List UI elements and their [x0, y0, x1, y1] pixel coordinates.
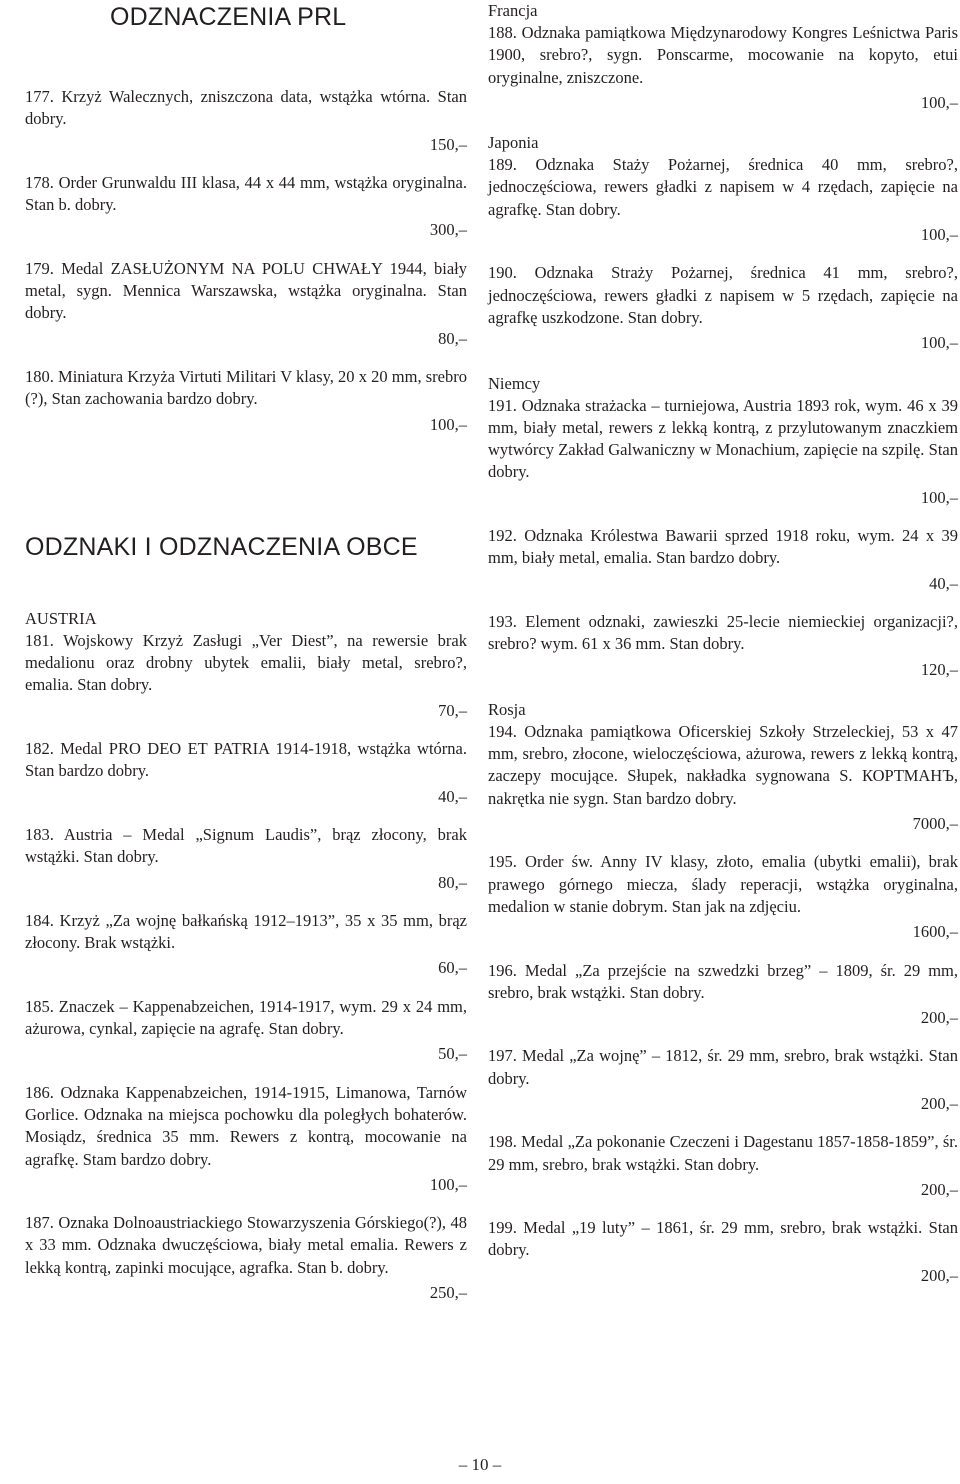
list-item [25, 738, 467, 808]
list-item [25, 258, 467, 350]
item-description: 193. Element odznaki, zawieszki 25-lecie niemieckiej organizacji?, srebro? wym. 61 x 36 mm. Stan dobry. [488, 611, 958, 654]
country-heading-austria: AUSTRIA [25, 608, 97, 628]
item-description: 184. Krzyż „Za wojnę bałkańską 1912–1913”, 35 x 35 mm, brąz złocony. Brak wstążki. [25, 910, 467, 953]
list-item [488, 154, 958, 246]
item-price: 300,– [429, 220, 467, 240]
list-item [25, 1212, 467, 1304]
item-description: 189. Odznaka Staży Pożarnej, średnica 40 mm, srebro?, jednoczęściowa, rewers gładki z napisem w 4 rzędach, zapięcie na agrafkę. Stan dobry. [488, 155, 958, 219]
list-item [25, 996, 467, 1066]
list-item [488, 721, 958, 835]
item-price: 100,– [920, 487, 958, 507]
list-item [488, 1045, 958, 1115]
item-price: 100,– [920, 225, 958, 245]
item-price: 1600,– [912, 922, 958, 942]
right-column [488, 0, 958, 1287]
country-heading-japonia: Japonia [488, 133, 539, 153]
item-price: 70,– [438, 700, 467, 720]
list-item [25, 172, 467, 242]
section-heading-foreign: ODZNAKI I ODZNACZENIA OBCE [25, 532, 418, 561]
item-price: 100,– [920, 333, 958, 353]
item-price: 100,– [429, 414, 467, 434]
item-price: 200,– [920, 1179, 958, 1199]
list-item [25, 910, 467, 980]
item-description: 185. Znaczek – Kappenabzeichen, 1914-1917, wym. 29 x 24 mm, ażurowa, cynkal, zapięcie na agrafę. Stan dobry. [25, 996, 467, 1039]
item-description: 179. Medal ZASŁUŻONYM NA POLU CHWAŁY 1944, biały metal, sygn. Mennica Warszawska, wstążka oryginalna. Stan dobry. [25, 258, 467, 323]
item-description: 183. Austria – Medal „Signum Laudis”, brąz złocony, brak wstążki. Stan dobry. [25, 824, 467, 867]
item-description: 195. Order św. Anny IV klasy, złoto, emalia (ubytki emalii), brak prawego górnego miecza, ślady reperacji, wstążka oryginalna, medalion w stanie dobrym. Stan jak na zdjęciu. [488, 852, 958, 916]
item-description: 177. Krzyż Walecznych, zniszczona data, wstążka wtórna. Stan dobry. [25, 87, 467, 129]
item-description: 188. Odznaka pamiątkowa Międzynarodowy Kongres Leśnictwa Paris 1900, srebro?, sygn. Ponscarme, mocowanie na kopyto, etui oryginalne, zniszczone. [488, 23, 958, 87]
item-description: 199. Medal „19 luty” – 1861, śr. 29 mm, srebro, brak wstążki. Stan dobry. [488, 1218, 958, 1260]
page-number: – 10 – [458, 1455, 502, 1474]
list-item [25, 86, 467, 156]
section-heading-prl: ODZNACZENIA PRL [110, 3, 347, 31]
list-item [488, 851, 958, 943]
item-description: 197. Medal „Za wojnę” – 1812, śr. 29 mm, srebro, brak wstążki. Stan dobry. [488, 1046, 958, 1088]
item-price: 80,– [438, 872, 467, 892]
item-description: 178. Order Grunwaldu III klasa, 44 x 44 mm, wstążka oryginalna. Stan b. dobry. [25, 172, 467, 215]
list-item [488, 611, 958, 681]
item-description: 198. Medal „Za pokonanie Czeczeni i Dagestanu 1857-1858-1859”, śr. 29 mm, srebro, brak wstążki. Stan dobry. [488, 1132, 958, 1174]
list-item [25, 1082, 467, 1196]
item-price: 50,– [438, 1044, 467, 1064]
item-price: 100,– [429, 1174, 467, 1194]
list-item [25, 824, 467, 894]
item-description: 191. Odznaka strażacka – turniejowa, Austria 1893 rok, wym. 46 x 39 mm, biały metal, rewers z lekką kontrą, z przylutowanym znaczkiem wytwórcy Zakład Galwaniczny w Monachium, zapięcie na szpilę. Stan dobry. [488, 395, 958, 482]
list-item [25, 366, 467, 436]
item-description: 186. Odznaka Kappenabzeichen, 1914-1915, Limanowa, Tarnów Gorlice. Odznaka na miejsca pochowku dla poległych bohaterów. Mosiądz, średnica 35 mm. Rewers z kontrą, mocowanie na agrafkę. Stam bardzo dobry. [25, 1082, 467, 1169]
item-description: 187. Oznaka Dolnoaustriackiego Stowarzyszenia Górskiego(?), 48 x 33 mm. Odznaka dwuczęściowa, biały metal emalia. Rewers z lekką kontrą, zapinki mocujące, agrafka. Stan b. dobry. [25, 1213, 467, 1277]
item-price: 60,– [438, 958, 467, 978]
item-description: 190. Odznaka Straży Pożarnej, średnica 41 mm, srebro?, jednoczęściowa, rewers gładki z napisem w 5 rzędach, zapięcie na agrafkę uszkodzone. Stan dobry. [488, 263, 958, 327]
item-price: 120,– [920, 659, 958, 679]
left-column [25, 0, 467, 1304]
country-heading-niemcy: Niemcy [488, 373, 541, 393]
item-price: 200,– [920, 1093, 958, 1113]
item-description: 196. Medal „Za przejście na szwedzki brzeg” – 1809, śr. 29 mm, srebro, brak wstążki. Stan dobry. [488, 960, 958, 1002]
item-description: 180. Miniatura Krzyża Virtuti Militari V klasy, 20 x 20 mm, srebro (?), Stan zachowania bardzo dobry. [25, 366, 467, 409]
item-description: 181. Wojskowy Krzyż Zasługi „Ver Diest”, na rewersie brak medalionu oraz drobny ubytek emalii, biały metal, srebro?, emalia. Stan dobry. [25, 630, 467, 695]
item-price: 100,– [920, 92, 958, 112]
list-item [25, 630, 467, 722]
item-price: 40,– [438, 786, 467, 806]
item-price: 150,– [429, 134, 467, 154]
list-item [488, 960, 958, 1030]
item-price: 40,– [929, 573, 958, 593]
country-heading-francja: Francja [488, 1, 538, 20]
item-price: 250,– [429, 1282, 467, 1302]
list-item [488, 22, 958, 114]
item-price: 80,– [438, 328, 467, 348]
item-price: 7000,– [912, 814, 958, 834]
list-item [488, 1217, 958, 1287]
list-item [488, 395, 958, 509]
item-price: 200,– [920, 1265, 958, 1285]
list-item [488, 525, 958, 595]
item-description: 182. Medal PRO DEO ET PATRIA 1914-1918, wstążka wtórna. Stan bardzo dobry. [25, 739, 467, 781]
list-item [488, 1131, 958, 1201]
item-description: 192. Odznaka Królestwa Bawarii sprzed 1918 roku, wym. 24 x 39 mm, biały metal, emalia. Stan bardzo dobry. [488, 526, 958, 568]
country-heading-rosja: Rosja [488, 699, 526, 719]
list-item [488, 262, 958, 354]
item-description: 194. Odznaka pamiątkowa Oficerskiej Szkoły Strzeleckiej, 53 x 47 mm, srebro, złocone, wieloczęściowa, ażurowa, rewers z lekką kontrą, zaczepy mocujące. Słupek, nakładka sygnowana S. КОРТМАНЪ, nakrętka nie sygn. Stan bardzo dobry. [488, 721, 958, 808]
item-price: 200,– [920, 1008, 958, 1028]
